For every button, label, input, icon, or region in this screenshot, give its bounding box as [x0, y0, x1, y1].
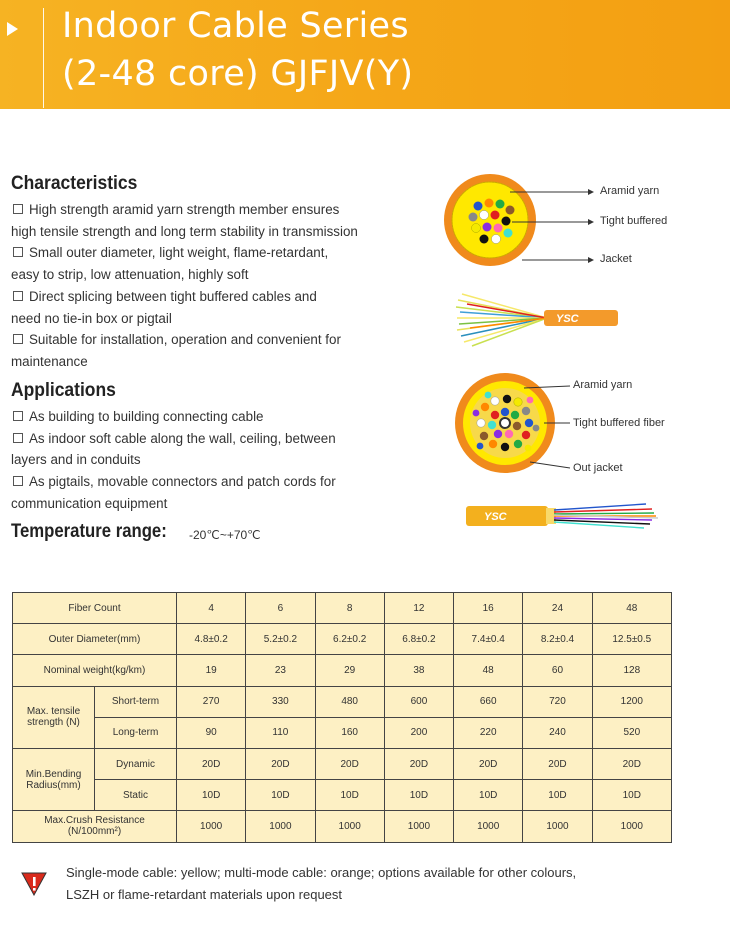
table-cell: 240 — [523, 717, 592, 748]
table-row — [13, 717, 672, 748]
table-cell: 10D — [246, 780, 315, 811]
footnote-line1: Single-mode cable: yellow; multi-mode cable: orange; options available for other colours, — [66, 865, 577, 880]
callout-aramid-yarn: Aramid yarn — [600, 185, 660, 197]
table-cell: 10D — [384, 780, 453, 811]
table-cell: 6.8±0.2 — [384, 624, 453, 655]
table-row — [13, 686, 672, 717]
table-cell: 128 — [592, 655, 671, 686]
row-header-weight: Nominal weight(kg/km) — [13, 655, 177, 686]
banner-divider — [43, 8, 44, 108]
table-cell: 60 — [523, 655, 592, 686]
table-cell: 1000 — [523, 811, 592, 842]
table-cell: 12.5±0.5 — [592, 624, 671, 655]
table-cell: 7.4±0.4 — [454, 624, 523, 655]
characteristic-item-cont: high tensile strength and long term stability in transmission — [11, 223, 358, 239]
table-cell: 520 — [592, 717, 671, 748]
table-cell: 6 — [246, 593, 315, 624]
table-cell: 270 — [177, 686, 246, 717]
table-cell: 10D — [592, 780, 671, 811]
table-cell: 480 — [315, 686, 384, 717]
table-row — [13, 780, 672, 811]
characteristic-item-cont: easy to strip, low attenuation, highly soft — [11, 267, 249, 283]
row-header-bending: Min.Bending Radius(mm) — [13, 748, 95, 810]
table-cell: 6.2±0.2 — [315, 624, 384, 655]
table-cell: 8.2±0.4 — [523, 624, 592, 655]
application-item-cont: layers and in conduits — [11, 452, 141, 468]
table-cell: 16 — [454, 593, 523, 624]
table-cell: 12 — [384, 593, 453, 624]
characteristic-item: High strength aramid yarn strength member ensures — [11, 199, 411, 221]
characteristic-item: Small outer diameter, light weight, flame-retardant, — [11, 242, 411, 264]
cable-photo-large — [466, 500, 666, 534]
row-subheader-dynamic: Dynamic — [95, 748, 177, 779]
characteristic-item-cont: maintenance — [11, 353, 88, 369]
checkbox-icon — [13, 433, 23, 443]
checkbox-icon — [13, 291, 23, 301]
page-title-line1: Indoor Cable Series — [62, 6, 409, 46]
callout-tight-buffered-fiber: Tight buffered fiber — [573, 417, 665, 429]
table-cell: 110 — [246, 717, 315, 748]
table-cell: 20D — [246, 748, 315, 779]
cable-brand-large: YSC — [484, 511, 507, 523]
applications-heading: Applications — [11, 380, 116, 401]
table-cell: 660 — [454, 686, 523, 717]
table-cell: 48 — [454, 655, 523, 686]
checkbox-icon — [13, 334, 23, 344]
warning-icon — [21, 871, 47, 896]
temperature-value: -20℃~+70℃ — [189, 528, 261, 542]
table-cell: 1000 — [315, 811, 384, 842]
checkbox-icon — [13, 247, 23, 257]
table-cell: 10D — [177, 780, 246, 811]
callout-jacket: Jacket — [600, 253, 632, 265]
table-cell: 20D — [592, 748, 671, 779]
row-header-crush: Max.Crush Resistance (N/100mm²) — [13, 811, 177, 842]
table-cell: 600 — [384, 686, 453, 717]
temperature-label: Temperature range: — [11, 521, 167, 542]
table-cell: 220 — [454, 717, 523, 748]
page-title-line2: (2-48 core) GJFJV(Y) — [62, 54, 414, 94]
table-cell: 19 — [177, 655, 246, 686]
table-cell: 720 — [523, 686, 592, 717]
application-item: As building to building connecting cable — [11, 406, 411, 428]
table-cell: 10D — [315, 780, 384, 811]
row-header-tensile: Max. tensile strength (N) — [13, 686, 95, 748]
row-subheader-short-term: Short-term — [95, 686, 177, 717]
characteristics-list — [11, 199, 411, 373]
applications-list — [11, 406, 411, 515]
checkbox-icon — [13, 204, 23, 214]
checkbox-icon — [13, 476, 23, 486]
table-cell: 20D — [177, 748, 246, 779]
table-cell: 10D — [523, 780, 592, 811]
table-row — [13, 748, 672, 779]
table-cell: 48 — [592, 593, 671, 624]
title-banner — [0, 0, 730, 109]
footnote — [66, 862, 706, 906]
table-cell: 330 — [246, 686, 315, 717]
cable-photo-small — [452, 290, 622, 350]
table-cell: 20D — [454, 748, 523, 779]
page-title — [62, 2, 413, 98]
cable-brand-small: YSC — [556, 313, 579, 325]
table-cell: 20D — [384, 748, 453, 779]
table-cell: 1000 — [384, 811, 453, 842]
table-cell: 1000 — [246, 811, 315, 842]
spec-table — [12, 592, 672, 843]
row-subheader-long-term: Long-term — [95, 717, 177, 748]
row-header-outer-diameter: Outer Diameter(mm) — [13, 624, 177, 655]
table-cell: 23 — [246, 655, 315, 686]
characteristic-item-cont: need no tie-in box or pigtail — [11, 310, 172, 326]
table-row — [13, 655, 672, 686]
characteristics-heading: Characteristics — [11, 173, 138, 194]
table-cell: 1000 — [592, 811, 671, 842]
callout-tight-buffered: Tight buffered — [600, 215, 668, 227]
table-cell: 24 — [523, 593, 592, 624]
table-cell: 20D — [315, 748, 384, 779]
table-cell: 1000 — [454, 811, 523, 842]
table-cell: 200 — [384, 717, 453, 748]
table-cell: 29 — [315, 655, 384, 686]
characteristic-item: Direct splicing between tight buffered cables and — [11, 286, 411, 308]
callout-aramid-yarn-large: Aramid yarn — [573, 379, 633, 391]
table-cell: 20D — [523, 748, 592, 779]
table-cell: 5.2±0.2 — [246, 624, 315, 655]
table-cell: 38 — [384, 655, 453, 686]
table-cell: 1000 — [177, 811, 246, 842]
footnote-line2: LSZH or flame-retardant materials upon request — [66, 887, 343, 902]
table-row — [13, 811, 672, 842]
application-item: As pigtails, movable connectors and patch cords for — [11, 471, 411, 493]
table-row — [13, 593, 672, 624]
table-cell: 10D — [454, 780, 523, 811]
table-row — [13, 624, 672, 655]
characteristic-item: Suitable for installation, operation and convenient for — [11, 329, 411, 351]
application-item-cont: communication equipment — [11, 495, 168, 511]
play-arrow-icon — [7, 22, 18, 36]
row-subheader-static: Static — [95, 780, 177, 811]
checkbox-icon — [13, 411, 23, 421]
table-cell: 160 — [315, 717, 384, 748]
application-item: As indoor soft cable along the wall, ceiling, between — [11, 428, 411, 450]
callout-out-jacket: Out jacket — [573, 462, 623, 474]
table-cell: 8 — [315, 593, 384, 624]
table-cell: 1200 — [592, 686, 671, 717]
table-cell: 4.8±0.2 — [177, 624, 246, 655]
table-cell: 4 — [177, 593, 246, 624]
table-cell: 90 — [177, 717, 246, 748]
row-header-fiber-count: Fiber Count — [13, 593, 177, 624]
